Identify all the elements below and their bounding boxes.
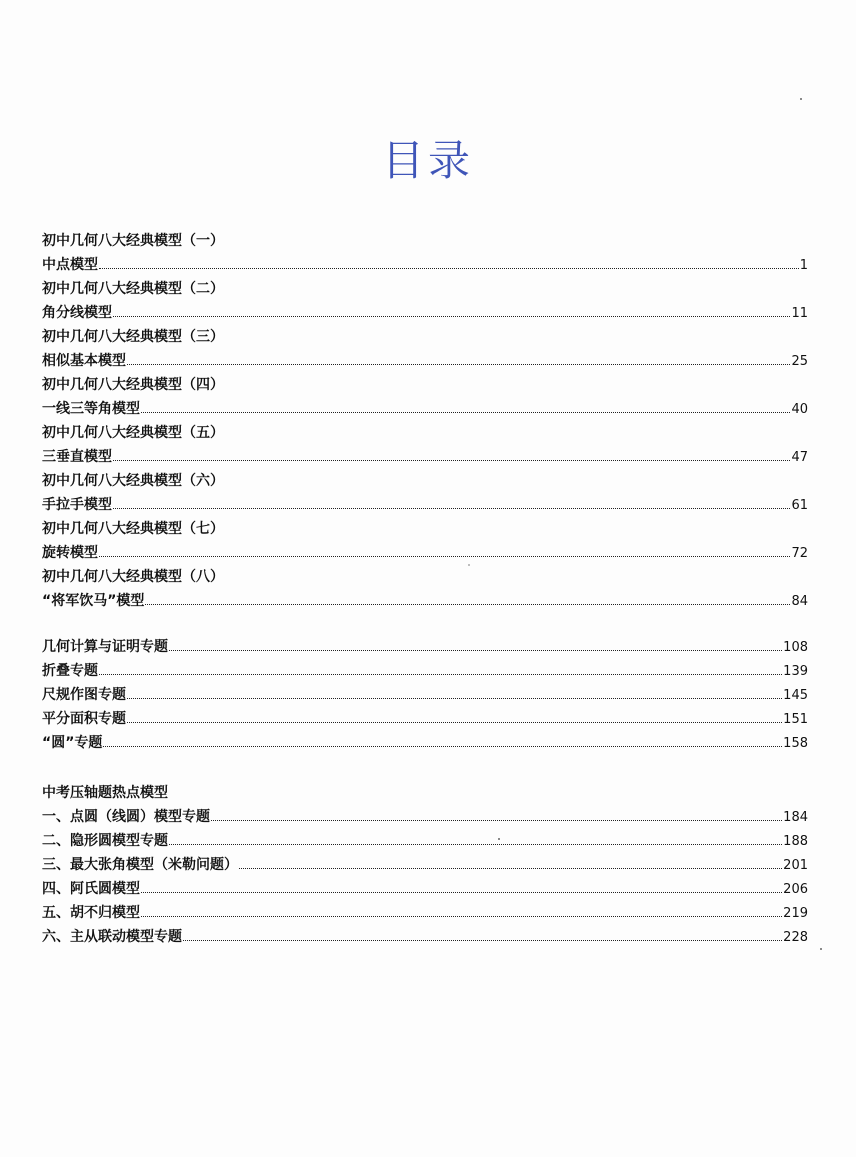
toc-page-number: 40 [791, 402, 808, 417]
toc-entry[interactable] [42, 925, 808, 949]
toc-page-number: 188 [783, 834, 808, 849]
dot-leader [141, 916, 782, 917]
dot-leader [113, 460, 790, 461]
scan-speck [800, 98, 802, 100]
dot-leader [211, 820, 782, 821]
toc-entry-label: 手拉手模型 [42, 497, 112, 513]
dot-leader [113, 316, 790, 317]
toc-page-number: 1 [799, 258, 808, 273]
toc-entry-label: 中点模型 [42, 257, 98, 273]
toc-entry-label: 折叠专题 [42, 663, 98, 679]
toc-entry-label: 一、点圆（线圆）模型专题 [42, 809, 210, 825]
scan-speck [498, 838, 500, 840]
toc-entry-label: 三、最大张角模型（米勒问题） [42, 857, 238, 873]
toc-entry-label: 四、阿氏圆模型 [42, 881, 140, 897]
toc-page-number: 108 [783, 640, 808, 655]
section-heading: 初中几何八大经典模型（五） [42, 425, 224, 441]
toc-entry[interactable] [42, 683, 808, 707]
toc-entry[interactable] [42, 589, 808, 613]
dot-leader [127, 698, 782, 699]
toc-entry[interactable] [42, 901, 808, 925]
toc-entry[interactable] [42, 853, 808, 877]
toc-entry[interactable] [42, 805, 808, 829]
toc-entry-label: 角分线模型 [42, 305, 112, 321]
table-of-contents [42, 229, 808, 949]
dot-leader [99, 674, 782, 675]
toc-entry[interactable] [42, 541, 808, 565]
toc-entry-label: 平分面积专题 [42, 711, 126, 727]
toc-page-number: 61 [791, 498, 808, 513]
toc-entry-label: “圆”专题 [42, 735, 103, 751]
toc-entry-label: “将军饮马”模型 [42, 593, 145, 609]
toc-page-number: 219 [783, 906, 808, 921]
toc-entry[interactable] [42, 731, 808, 755]
toc-entry[interactable] [42, 349, 808, 373]
section-spacer [42, 613, 808, 635]
toc-entry[interactable] [42, 397, 808, 421]
toc-entry[interactable] [42, 253, 808, 277]
toc-entry[interactable] [42, 707, 808, 731]
toc-page-number: 11 [791, 306, 808, 321]
dot-leader [127, 722, 782, 723]
page-title: 目录 [381, 136, 474, 185]
dot-leader [141, 892, 782, 893]
dot-leader [239, 868, 782, 869]
toc-entry-label: 相似基本模型 [42, 353, 126, 369]
toc-page-number: 206 [783, 882, 808, 897]
toc-entry[interactable] [42, 493, 808, 517]
toc-page-number: 145 [783, 688, 808, 703]
dot-leader [127, 364, 790, 365]
dot-leader [145, 604, 790, 605]
dot-leader [99, 556, 790, 557]
dot-leader [183, 940, 782, 941]
section-heading: 初中几何八大经典模型（二） [42, 281, 224, 297]
dot-leader [103, 746, 782, 747]
toc-entry-label: 几何计算与证明专题 [42, 639, 168, 655]
toc-page-number: 72 [791, 546, 808, 561]
toc-entry[interactable] [42, 635, 808, 659]
toc-page-number: 158 [783, 736, 808, 751]
section-heading: 初中几何八大经典模型（一） [42, 233, 224, 249]
toc-entry-label: 二、隐形圆模型专题 [42, 833, 168, 849]
toc-entry[interactable] [42, 301, 808, 325]
toc-page-number: 47 [791, 450, 808, 465]
toc-page-number: 139 [783, 664, 808, 679]
section-heading: 初中几何八大经典模型（八） [42, 569, 224, 585]
scan-speck [468, 564, 470, 566]
toc-page-number: 201 [783, 858, 808, 873]
toc-entry[interactable] [42, 877, 808, 901]
scan-speck [820, 948, 822, 950]
toc-page-number: 151 [783, 712, 808, 727]
toc-entry-label: 尺规作图专题 [42, 687, 126, 703]
toc-entry[interactable] [42, 659, 808, 683]
dot-leader [99, 268, 799, 269]
section-heading: 初中几何八大经典模型（七） [42, 521, 224, 537]
toc-page-number: 25 [791, 354, 808, 369]
toc-entry-label: 旋转模型 [42, 545, 98, 561]
dot-leader [113, 508, 790, 509]
section-spacer [42, 755, 808, 781]
section-heading: 中考压轴题热点模型 [42, 785, 168, 801]
toc-entry[interactable] [42, 445, 808, 469]
dot-leader [141, 412, 790, 413]
toc-page-number: 228 [783, 930, 808, 945]
section-heading: 初中几何八大经典模型（三） [42, 329, 224, 345]
section-heading: 初中几何八大经典模型（六） [42, 473, 224, 489]
toc-entry[interactable] [42, 829, 808, 853]
dot-leader [169, 650, 782, 651]
dot-leader [169, 844, 782, 845]
toc-entry-label: 五、胡不归模型 [42, 905, 140, 921]
toc-page-number: 184 [783, 810, 808, 825]
toc-entry-label: 六、主从联动模型专题 [42, 929, 182, 945]
section-heading: 初中几何八大经典模型（四） [42, 377, 224, 393]
toc-entry-label: 三垂直模型 [42, 449, 112, 465]
toc-page-number: 84 [791, 594, 808, 609]
toc-entry-label: 一线三等角模型 [42, 401, 140, 417]
